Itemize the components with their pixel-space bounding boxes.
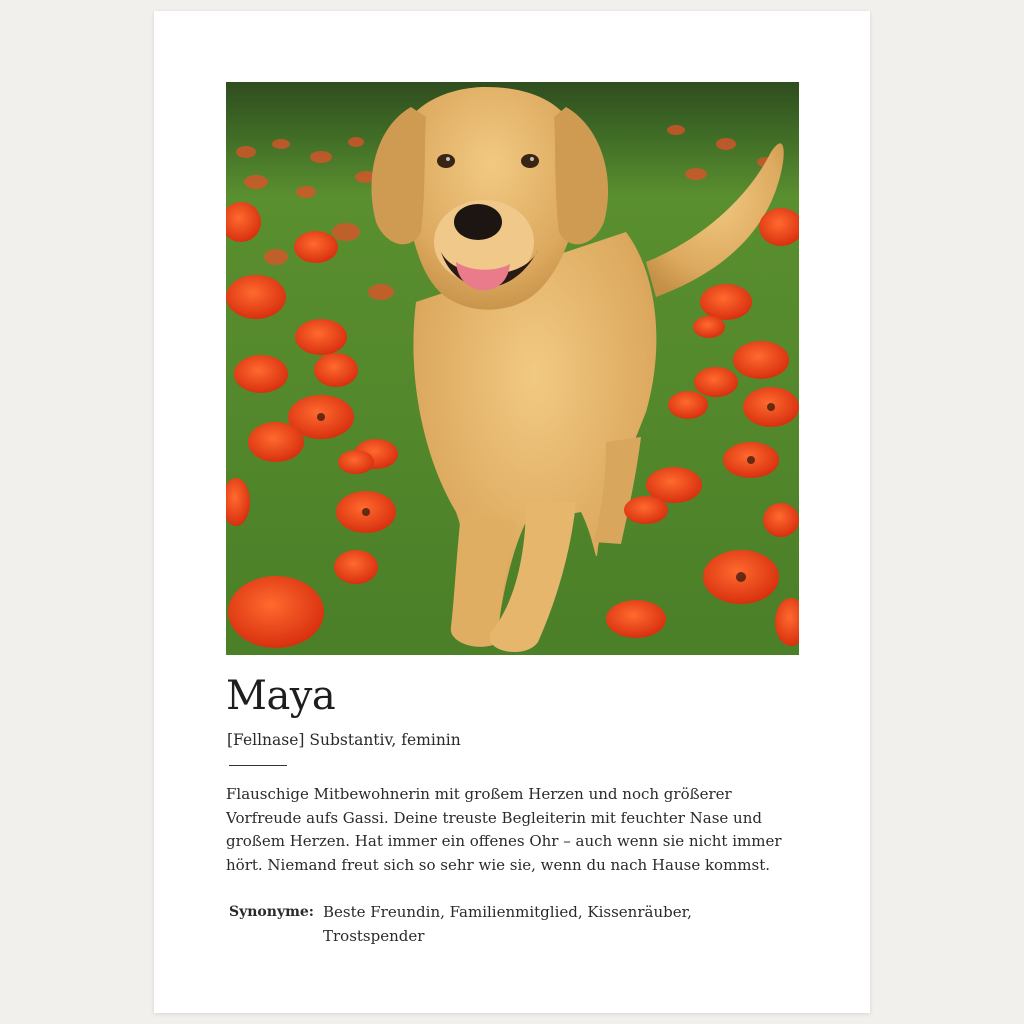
definition-line: hört. Niemand freut sich so sehr wie sie, wenn du nach Hause kommst. [226, 855, 771, 874]
synonyms-line: Trostspender [323, 927, 425, 945]
entry-title: Maya [226, 673, 336, 719]
dog-photo [226, 82, 799, 655]
synonyms-label: Synonyme: [229, 904, 314, 920]
divider [229, 765, 287, 766]
entry-grammar: [Fellnase] Substantiv, feminin [227, 731, 461, 749]
synonyms-line: Beste Freundin, Familienmitglied, Kissenräuber, [323, 903, 692, 921]
definition-line: Flauschige Mitbewohnerin mit großem Herzen und noch größerer [226, 785, 732, 803]
synonyms-block [229, 900, 692, 948]
poster-sheet [154, 11, 870, 1013]
definition-line: großem Herzen. Hat immer ein offenes Ohr – auch wenn sie nicht immer [226, 832, 782, 850]
entry-definition [226, 783, 806, 877]
definition-line: Vorfreude aufs Gassi. Deine treuste Begleiterin mit feuchter Nase und [226, 808, 762, 827]
synonyms-values [323, 900, 692, 948]
